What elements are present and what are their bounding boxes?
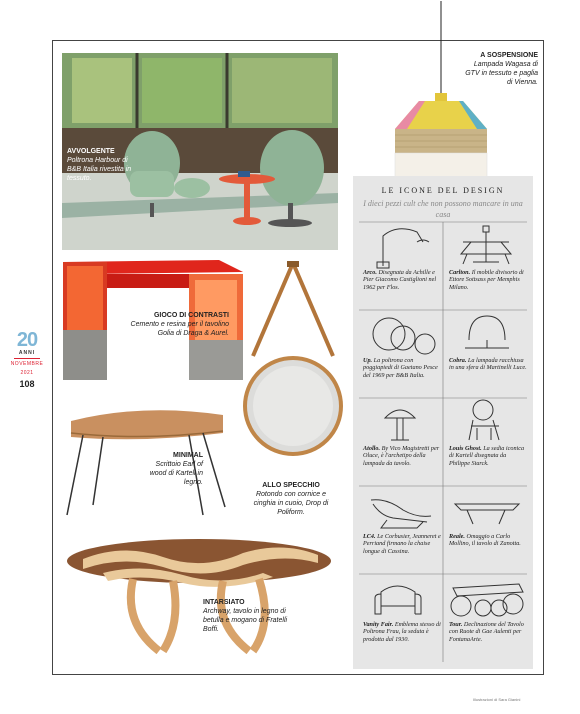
item-text: Reale. Omaggio a Carlo Mollino, il tavolo di Zanotta. [449,533,521,548]
issue-marker [8,330,46,389]
illustration-credit: Illustrazioni di Sara Gianini [473,697,521,702]
cobra-lamp-icon [443,310,529,356]
item-text: Cobra. La lampada racchiusa in una sfera di Martinelli Luce. [449,357,527,372]
atollo-lamp-icon [357,398,443,444]
issue-month: NOVEMBRE [10,361,44,367]
icon-item-reale [443,486,529,574]
icon-item-carlton [443,222,529,310]
carlton-shelf-icon [443,222,529,268]
item-text: LC4. Le Corbusier, Jeanneret e Perriand firmano la chaise longue di Cassina. [363,533,441,555]
armchair-caption: AVVOLGENTE Poltrona Harbour di B&B Italia rivestita in tessuto. [67,148,132,182]
reale-table-icon [443,486,529,532]
icon-item-arco [357,222,443,310]
item-text: Carlton. Il mobile divisorio di Ettore Sottsass per Memphis Milano. [449,269,524,291]
club-chair-icon [357,574,443,620]
inlaid-table [63,533,335,659]
arc-lamp-icon [357,222,443,268]
magazine-page [52,40,544,702]
chaise-longue-icon [357,486,443,532]
icon-item-up [357,310,443,398]
anniversary-label: ANNI [18,350,36,356]
item-text: Arco. Disegnata da Achille e Pier Giacomo Castiglioni nel 1962 per Flos. [363,269,437,291]
item-text: Louis Ghost. La sedia iconica di Kartell disegnata da Philippe Starck. [449,445,525,467]
pendant-caption: A SOSPENSIONE Lampada Wagasa di GTV in tessuto e paglia di Vienna. [465,52,538,86]
page-number: 108 [19,379,35,389]
desk-caption: GIOCO DI CONTRASTI Cemento e resina per il tavolino Golia di Draga & Aurel. [130,312,229,337]
icon-item-ghost [443,398,529,486]
icon-item-cobra [443,310,529,398]
round-mirror [233,261,353,456]
icon-item-lc4 [357,486,443,574]
table-caption: INTARSIATO Archway, tavolo in legno di betulla e mogano di Fratelli Boffi. [203,599,288,633]
divider [14,358,40,359]
wheeled-table-icon [443,574,529,620]
item-text: Vanity Fair. Emblema stesso di Poltrona Frau, la seduta è prodotta dal 1930. [363,621,441,643]
item-text: Atollo. By Vico Magistretti per Oluce, è l'archetipo della lampada da tavolo. [363,445,440,467]
minimal-caption: MINIMAL Scrittoio Earl of wood di Kartell in legno. [149,452,203,486]
item-text: Tour. Declinazione del Tavolo con Ruote di Gae Aulenti per FontanaArte. [449,621,524,643]
item-text: Up. La poltrona con poggiapiedi di Gaetano Pesce del 1969 per B&B Italia. [363,357,438,379]
icon-item-vanity [357,574,443,662]
issue-year: 2021 [20,370,34,376]
mirror-caption: ALLO SPECCHIO Rotondo con cornice e cinghia in cuoio, Drop di Poliform. [253,482,329,516]
up-armchair-icon [357,310,443,356]
design-icons-panel [353,176,533,669]
panel-title: LE ICONE DEL DESIGN [381,186,505,195]
icon-item-tour [443,574,529,662]
panel-subtitle: I dieci pezzi cult che non possono mancare in una casa [363,199,523,219]
ghost-chair-icon [443,398,529,444]
anniversary-number: 20 [16,329,38,351]
icon-item-atollo [357,398,443,486]
